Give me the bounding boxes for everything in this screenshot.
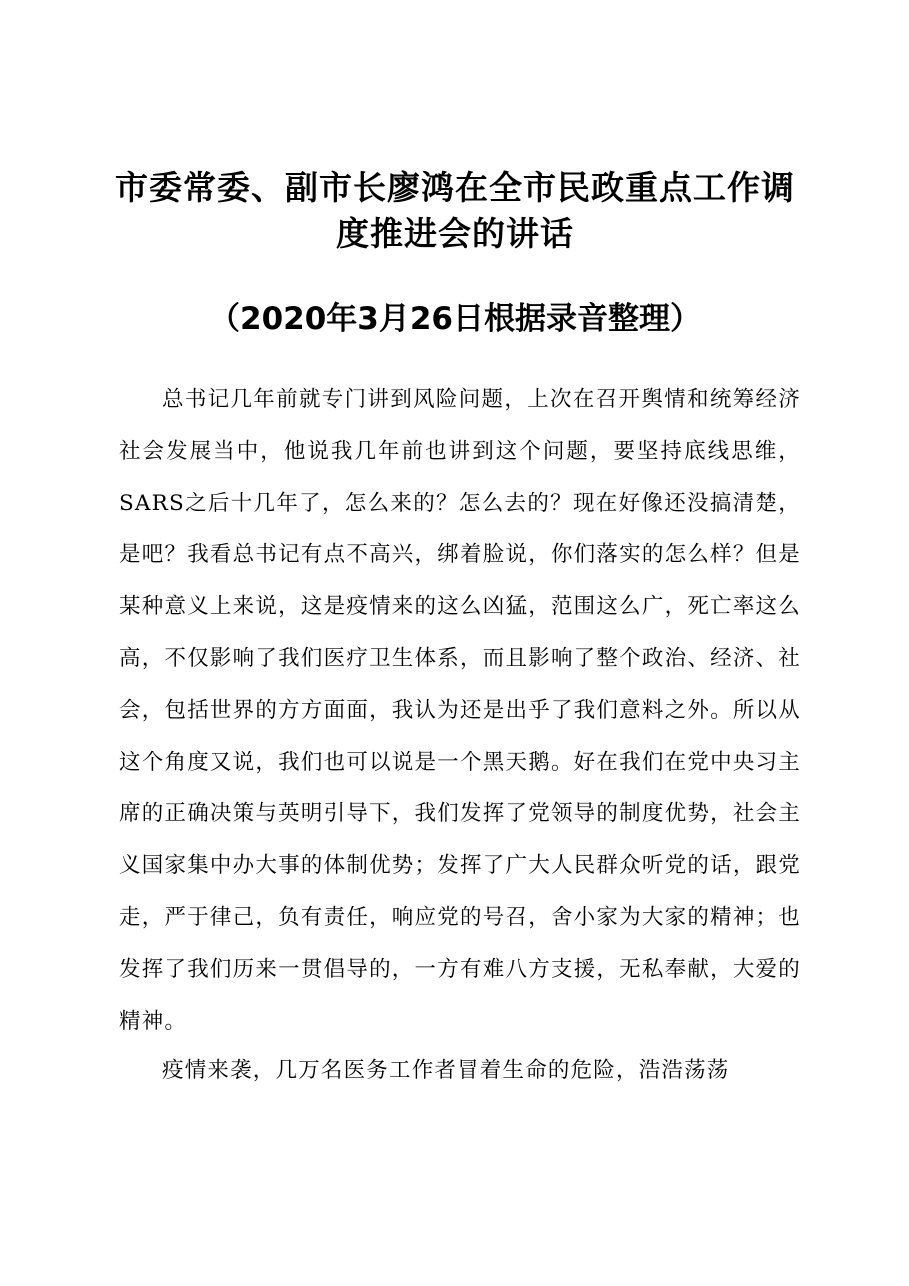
document-title-line-1: 市委常委、副市长廖鸿在全市民政重点工作调 (115, 168, 795, 207)
document-subtitle: （2020年3月26日根据录音整理） (209, 301, 701, 337)
document-title-line-2: 度推进会的讲话 (336, 214, 574, 253)
body-paragraph-1: 总书记几年前就专门讲到风险问题，上次在召开舆情和统筹经济社会发展当中，他说我几年前也讲到这个问题，要坚持底线思维，SARS之后十几年了，怎么来的？怎么去的？现在好像还没搞清楚，是吧？我看总书记有点不高兴，绑着脸说，你们落实的怎么样？但是某种意义上来说，这是疫情来的这么凶猛，范围这么广，死亡率这么高，不仅影响了我们医疗卫生体系，而且影响了整个政治、经济、社会，包括世界的方方面面，我认为还是出乎了我们意料之外。所以从这个角度又说，我们也可以说是一个黑天鹅。好在我们在党中央习主席的正确决策与英明引导下，我们发挥了党领导的制度优势，社会主义国家集中办大事的体制优势；发挥了广大人民群众听党的话，跟党走，严于律己，负有责任，响应党的号召，舍小家为大家的精神；也发挥了我们历来一贯倡导的，一方有难八方支援，无私奉献，大爱的精神。 (119, 387, 801, 1034)
body-paragraph-2: 疫情来袭，几万名医务工作者冒着生命的危险，浩浩荡荡 (162, 1058, 730, 1083)
